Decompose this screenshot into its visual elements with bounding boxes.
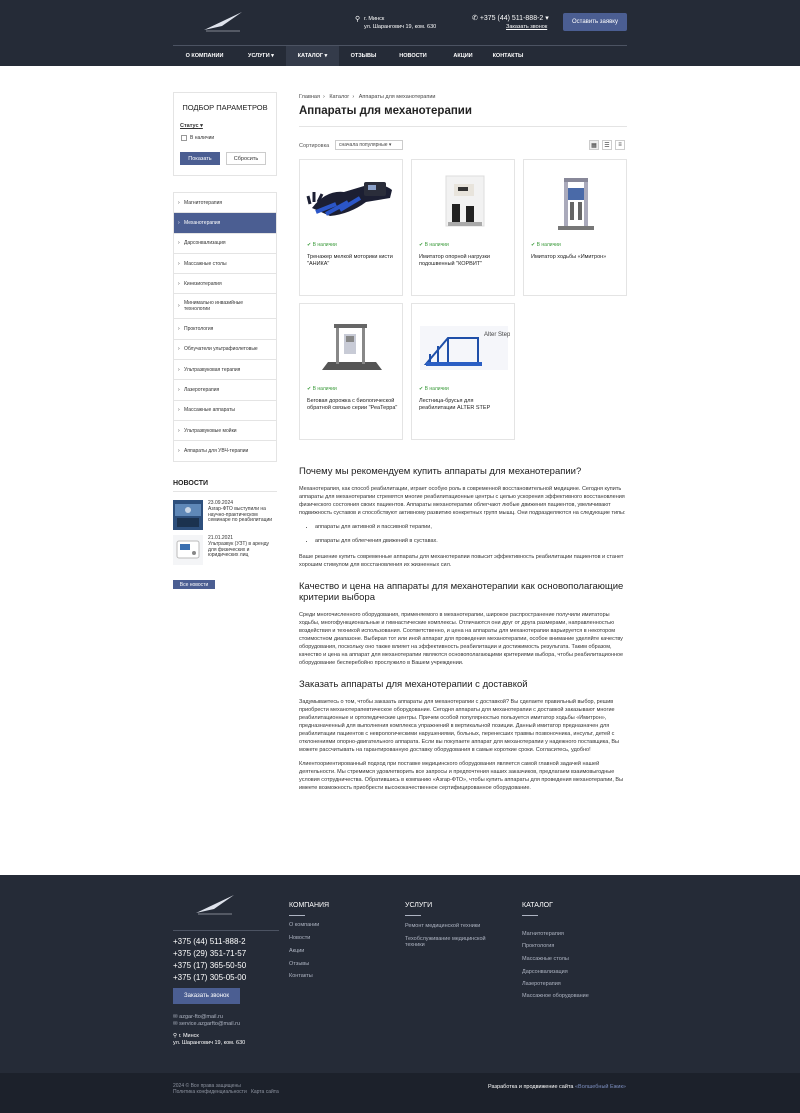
product-name[interactable]: Тренажер мелкой моторики кисти "АНИКА": [307, 254, 393, 267]
nav-contacts[interactable]: КОНТАКТЫ: [492, 53, 524, 59]
footer-col-underline: [289, 915, 305, 916]
product-image[interactable]: [306, 168, 398, 238]
article-list: [315, 523, 627, 545]
news-item[interactable]: 21.01.2021 Ультразвук (УЗТ) в аренду для физических и юридических лиц: [173, 535, 277, 565]
footer-callback-button[interactable]: Заказать звонок: [173, 988, 240, 1004]
show-button[interactable]: Показать: [180, 152, 220, 165]
product-name[interactable]: Имитатор опорной нагрузки подошвенный "КОРВИТ": [419, 254, 491, 267]
stock-status: ✔ В наличии: [307, 242, 337, 248]
chevron-right-icon: ›: [178, 427, 180, 434]
category-item[interactable]: › Ультразвуковые мойки: [173, 421, 277, 441]
sort-label: Сортировка: [299, 143, 330, 149]
nav-about[interactable]: О КОМПАНИИ: [185, 53, 224, 59]
footer-link[interactable]: Лазеротерапия: [522, 981, 561, 987]
logo[interactable]: [200, 10, 246, 34]
product-image[interactable]: [418, 168, 510, 238]
footer-link[interactable]: Магнитотерапия: [522, 931, 564, 937]
article-heading: Качество и цена на аппараты для механотерапии как основополагающие критерии выбора: [299, 581, 624, 603]
sitemap-link[interactable]: Карта сайта: [250, 1089, 279, 1095]
footer-catalog-title: КАТАЛОГ: [522, 902, 553, 909]
list-item: • аппараты для активной и пассивной терапии,: [315, 523, 627, 531]
product-name[interactable]: Беговая дорожка с биологической обратной связью серии "РеаТерра": [307, 398, 398, 411]
breadcrumb-home[interactable]: Главная: [299, 94, 320, 100]
status-filter-toggle[interactable]: Статус ▾: [180, 123, 203, 129]
reset-button[interactable]: Сбросить: [226, 152, 266, 165]
footer-email[interactable]: ✉ azgar-fto@mail.ru: [173, 1014, 223, 1020]
chevron-right-icon: ›: [178, 447, 180, 454]
footer-link[interactable]: Техобслуживание медицинской техники: [405, 936, 486, 948]
category-item[interactable]: › Магнитотерапия: [173, 193, 277, 213]
title-divider: [299, 126, 627, 127]
product-image[interactable]: [306, 312, 398, 382]
footer-link[interactable]: О компании: [289, 922, 320, 928]
article-paragraph: Среди многочисленного оборудования, применяемого в механотерапии, широкое распространение получили имитаторы ходьбы, многофункциональные и гимнастические комплексы. Отличаются они друг от друга размерами, направленностью воздействия и техникой использования. Соответственно, и цена на аппараты для механотерапии варьируется в некотором стоимостном диапазоне. Выбирая тот или иной аппарат для проведения механотерапии, особое внимание уделяйте качеству оборудования, поскольку оно также влияет на эффективность реабилитации и достижимость результата. Таким образом, качество и цена на аппарат для механотерапии являются основополагающими критериями выбора, чтобы реабилитационное оборудование бесперебойно прослужило в Вашем учреждении.: [299, 612, 624, 666]
site-header: [0, 0, 800, 66]
footer-phone[interactable]: +375 (17) 365-50-50: [173, 961, 247, 970]
developer-credit[interactable]: Разработка и продвижение сайта «Волшебный Ежик»: [488, 1084, 626, 1090]
footer-phone[interactable]: +375 (44) 511-888-2: [173, 937, 246, 946]
product-image[interactable]: [418, 312, 510, 382]
footer-link[interactable]: Акции: [289, 948, 305, 954]
seo-article: [299, 466, 627, 798]
main-nav: [173, 46, 627, 66]
footer-link[interactable]: Дарсонвализация: [522, 969, 568, 975]
nav-news[interactable]: НОВОСТИ: [399, 53, 427, 59]
footer-col-underline: [522, 915, 538, 916]
header-address: ⚲ г. Минск ул. Шарангович 19, ком. 630: [355, 16, 437, 30]
page-title: Аппараты для механотерапии: [299, 105, 472, 117]
list-view-icon[interactable]: ☰: [602, 140, 612, 150]
category-item[interactable]: › Массажные аппараты: [173, 401, 277, 421]
news-divider: [173, 491, 277, 492]
breadcrumb: Главная › Каталог › Аппараты для механотерапии: [299, 94, 436, 100]
chevron-right-icon: ›: [178, 219, 180, 226]
chevron-right-icon: ›: [178, 407, 180, 414]
footer-services-title: УСЛУГИ: [405, 902, 433, 909]
breadcrumb-current: Аппараты для механотерапии: [358, 94, 436, 100]
chevron-right-icon: ›: [178, 280, 180, 287]
chevron-right-icon: ›: [178, 346, 180, 353]
chevron-right-icon: ›: [178, 303, 180, 310]
footer-bottom-bar: [0, 1073, 800, 1113]
product-card[interactable]: [411, 303, 515, 440]
stock-status: ✔ В наличии: [307, 386, 337, 392]
location-pin-icon: ⚲: [173, 1033, 179, 1039]
footer-link[interactable]: Контакты: [289, 973, 313, 979]
product-image[interactable]: [530, 168, 622, 238]
category-item[interactable]: › Проктология: [173, 319, 277, 339]
nav-promo[interactable]: АКЦИИ: [453, 53, 473, 59]
footer-address: ⚲ г. Минск ул. Шарангович 19, ком. 630: [173, 1033, 246, 1046]
sort-select[interactable]: сначала популярные ▾: [335, 140, 403, 150]
nav-catalog[interactable]: КАТАЛОГ ▾: [286, 46, 339, 66]
product-name[interactable]: Лестница-брусья для реабилитации ALTER STEP: [419, 398, 491, 411]
stock-status: ✔ В наличии: [419, 242, 449, 248]
footer-logo[interactable]: [192, 893, 238, 917]
grid-view-icon[interactable]: ▦: [589, 140, 599, 150]
footer-link[interactable]: Массажное оборудование: [522, 993, 589, 999]
mail-icon: ✉: [173, 1014, 180, 1020]
chevron-right-icon: ›: [178, 240, 180, 247]
footer-col-underline: [405, 915, 421, 916]
table-view-icon[interactable]: ≡: [615, 140, 625, 150]
article-paragraph: Задумываетесь о том, чтобы заказать аппараты для механотерапии с доставкой? Вы сделаете правильный выбор, решив приобрести механотерапевтическое оборудование. Сегодня аппараты для механотерапии с доставкой заказывают многие реабилитационные и ортопедические центры. Причем особой популярностью пользуется имитатор ходьбы «Имитрон», предназначенный для выполнения комплекса упражнений в вертикальной позиции. Данный имитатор предназначен для реабилитации пациентов с неврологическими нарушениями, больных, перенесших травмы позвоночника, инсульт, детей с отклонениями опорно-двигательного аппарата. Если вы покупаете аппарат для механотерапии у надежного поставщика, Вы можете рассчитывать на гарантированную доставку оборудования в самые короткие сроки. Согласитесь, удобно!: [299, 699, 620, 753]
site-footer: [0, 875, 800, 1073]
phone-icon: ✆: [472, 15, 480, 22]
footer-link[interactable]: Массажные столы: [522, 956, 569, 962]
category-item[interactable]: › Кинезиотерапия: [173, 274, 277, 294]
category-item[interactable]: › Облучатели ультрафиолетовые: [173, 340, 277, 360]
chevron-right-icon: ›: [178, 326, 180, 333]
breadcrumb-catalog[interactable]: Каталог: [329, 94, 350, 100]
checkbox-box[interactable]: [181, 135, 187, 141]
chevron-right-icon: ›: [178, 366, 180, 373]
product-card[interactable]: [523, 159, 627, 296]
footer-email[interactable]: ✉ service.azgarfto@mail.ru: [173, 1021, 241, 1027]
category-menu: [173, 192, 277, 462]
privacy-link[interactable]: Политика конфиденциальности: [173, 1089, 247, 1095]
product-card[interactable]: [299, 303, 403, 440]
article-paragraph: Механотерапия, как способ реабилитации, играет особую роль в современной восстановительной медицине. Сегодня купить аппараты для механотерапии стремятся многие реабилитационные центры с целью ускорения эффективного восстановления физического состояния своих пациентов. Аппараты механотерапии облегчают любые движения пациентов, увеличивают подвижность суставов и способствуют активному развитию конкретных групп мышц. Они подразделяются на следующие типы:: [299, 486, 626, 516]
list-item: • аппараты для облегчения движений в суставах.: [315, 537, 627, 545]
article-heading: Почему мы рекомендуем купить аппараты для механотерапии?: [299, 466, 582, 477]
category-item-active[interactable]: › Механотерапия: [173, 213, 277, 233]
chevron-right-icon: ›: [178, 387, 180, 394]
nav-reviews[interactable]: ОТЗЫВЫ: [350, 53, 377, 59]
svg-text:Alter Step: Alter Step: [484, 332, 510, 338]
footer-phone[interactable]: +375 (17) 305-05-00: [173, 973, 247, 982]
category-item[interactable]: › Массажные столы: [173, 254, 277, 274]
stock-status: ✔ В наличии: [531, 242, 561, 248]
in-stock-checkbox[interactable]: В наличии: [181, 135, 214, 141]
filter-title: ПОДБОР ПАРАМЕТРОВ: [182, 103, 268, 112]
copyright: 2024 © Все права защищены Политика конфиденциальности Карта сайта: [173, 1083, 279, 1095]
all-news-button[interactable]: Все новости: [173, 580, 215, 589]
stock-status: ✔ В наличии: [419, 386, 449, 392]
header-phone[interactable]: ✆ +375 (44) 511-888-2 ▾ Заказать звонок: [472, 15, 549, 30]
news-thumbnail[interactable]: [173, 500, 203, 530]
footer-company-title: КОМПАНИЯ: [289, 902, 330, 909]
footer-divider: [173, 930, 279, 931]
category-item[interactable]: › Минимально инвазийные технологии: [173, 294, 277, 319]
category-item[interactable]: › Лазеротерапия: [173, 380, 277, 400]
location-pin-icon: ⚲: [355, 16, 361, 23]
article-paragraph: Клиентоориентированный подход при поставке медицинского оборудования является самой главной задачей нашей деятельности. Мы стремимся удовлетворить все запросы и предпочтения наших заказчиков, предлагаем взаимовыгодные условия сотрудничества. Обратившись в компанию «Азгар-ФТО», чтобы купить аппараты для проведения механотерапии, Вы имеете возможность приобрести высококачественное сертифицированное оборудование.: [299, 761, 624, 791]
footer-phone[interactable]: +375 (29) 351-71-57: [173, 949, 247, 958]
product-name[interactable]: Имитатор ходьбы «Имитрон»: [531, 254, 607, 260]
filter-panel: [173, 92, 277, 176]
product-card[interactable]: [299, 159, 403, 296]
article-paragraph: Ваше решение купить современные аппараты для механотерапии повысит эффективность реабилитации пациентов и станет хорошим стимулом для восстановления их жизненных сил.: [299, 554, 624, 568]
news-item[interactable]: 23.09.2024 Азгар-ФТО выступили на научно-практическом семинаре по реабилитации: [173, 500, 277, 530]
news-thumbnail[interactable]: [173, 535, 203, 565]
category-item[interactable]: › Аппараты для УВЧ-терапии: [173, 441, 277, 461]
footer-link[interactable]: Ремонт медицинской техники: [405, 923, 481, 929]
category-item[interactable]: › Дарсонвализация: [173, 234, 277, 254]
chevron-right-icon: ›: [178, 260, 180, 267]
category-item[interactable]: › Ультразвуковая терапия: [173, 360, 277, 380]
product-card[interactable]: [411, 159, 515, 296]
callback-link[interactable]: Заказать звонок: [506, 24, 548, 30]
mail-icon: ✉: [173, 1021, 180, 1027]
footer-link[interactable]: Отзывы: [289, 961, 310, 967]
article-heading: Заказать аппараты для механотерапии с доставкой: [299, 679, 528, 690]
chevron-right-icon: ›: [178, 199, 180, 206]
request-button[interactable]: Оставить заявку: [563, 13, 627, 31]
footer-link[interactable]: Проктология: [522, 943, 555, 949]
news-title: НОВОСТИ: [173, 480, 209, 487]
footer-link[interactable]: Новости: [289, 935, 311, 941]
nav-services[interactable]: УСЛУГИ ▾: [248, 53, 274, 59]
